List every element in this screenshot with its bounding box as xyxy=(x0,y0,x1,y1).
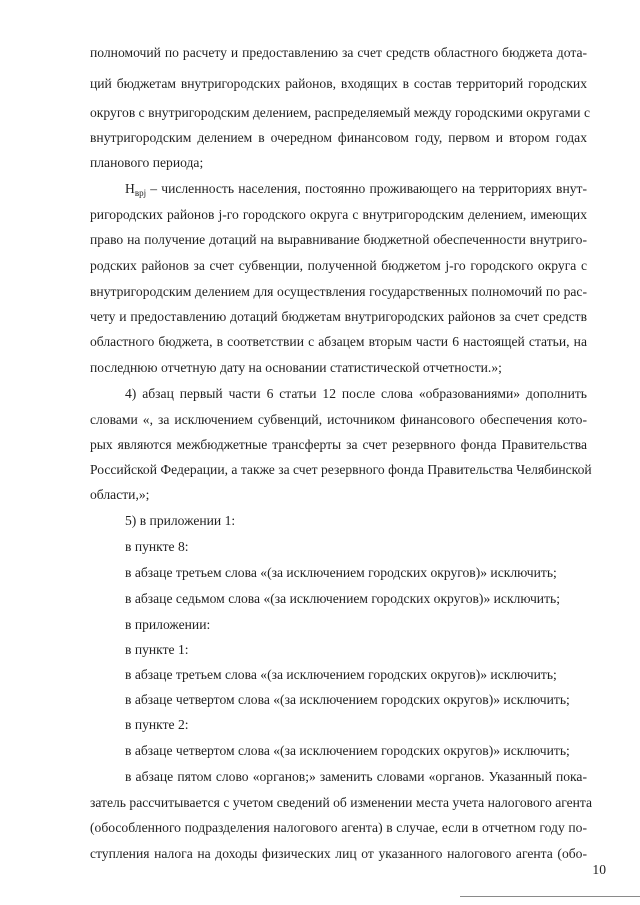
text-line: области,»; xyxy=(90,487,150,502)
text-line: 5) в приложении 1: xyxy=(125,513,236,528)
text-line: затель рассчитывается с учетом сведений об изменении места учета налогового агента xyxy=(90,795,593,810)
text-line: в пункте 1: xyxy=(125,642,189,657)
text-fragment: – численность населения, постоянно проживающего на территориях внут- xyxy=(150,181,587,196)
text-line: округов с внутригородским делением, распределяемый между городскими округами с xyxy=(90,105,591,120)
text-line: ций бюджетам внутригородских районов, входящих в состав территорий городских xyxy=(90,76,587,91)
text-line: полномочий по расчету и предоставлению за счет средств областного бюджета дота- xyxy=(90,45,587,60)
text-line: словами «, за исключением субвенций, источником финансового обеспечения кото- xyxy=(90,412,587,427)
text-line: в абзаце четвертом слова «(за исключением городских округов)» исключить; xyxy=(125,743,570,758)
text-line: в абзаце седьмом слова «(за исключением городских округов)» исключить; xyxy=(125,591,560,606)
text-line: внутригородским делением в очередном финансовом году, первом и втором годах xyxy=(90,130,587,145)
text-line: последнюю отчетную дату на основании статистической отчетности.»; xyxy=(90,360,502,375)
text-line: Российской Федерации, а также за счет резервного фонда Правительства Челябинской xyxy=(90,462,592,477)
text-line: в пункте 8: xyxy=(125,539,189,554)
text-line: областного бюджета, в соответствии с абзацем вторым части 6 настоящей статьи, на xyxy=(90,334,587,349)
text-line: ступления налога на доходы физических лиц от указанного налогового агента (обо- xyxy=(90,846,587,861)
text-line: в абзаце третьем слова «(за исключением городских округов)» исключить; xyxy=(125,667,557,682)
text-line: внутригородским делением для осуществления государственных полномочий по рас- xyxy=(90,284,587,299)
text-line: в приложении: xyxy=(125,617,211,632)
text-line: в пункте 2: xyxy=(125,717,189,732)
bottom-divider xyxy=(460,896,640,897)
text-line: 4) абзац первый части 6 статьи 12 после слова «образованиями» дополнить xyxy=(125,386,587,401)
text-line: в абзаце пятом слово «органов;» заменить словами «органов. Указанный пока- xyxy=(125,769,587,784)
population-symbol: $Н_{врj}$ xyxy=(125,181,147,198)
text-line: в абзаце четвертом слова «(за исключением городских округов)» исключить; xyxy=(125,692,570,707)
text-line: рых являются межбюджетные трансферты за счет резервного фонда Правительства xyxy=(90,437,587,452)
text-line: (обособленного подразделения налогового агента) в случае, если в отчетном году по- xyxy=(90,820,587,835)
text-line: чету и предоставлению дотаций бюджетам внутригородских районов за счет средств xyxy=(90,309,587,324)
text-line: планового периода; xyxy=(90,155,204,170)
text-line: родских районов за счет субвенции, полученной бюджетом j-го городского округа с xyxy=(90,258,587,273)
text-line: право на получение дотаций на выравнивание бюджетной обеспеченности внутриго- xyxy=(90,232,587,247)
text-line: в абзаце третьем слова «(за исключением городских округов)» исключить; xyxy=(125,565,557,580)
text-line: ригородских районов j-го городского округа с внутригородским делением, имеющих xyxy=(90,207,587,222)
page-number: 10 xyxy=(592,862,606,877)
formula-definition-line xyxy=(125,180,587,202)
